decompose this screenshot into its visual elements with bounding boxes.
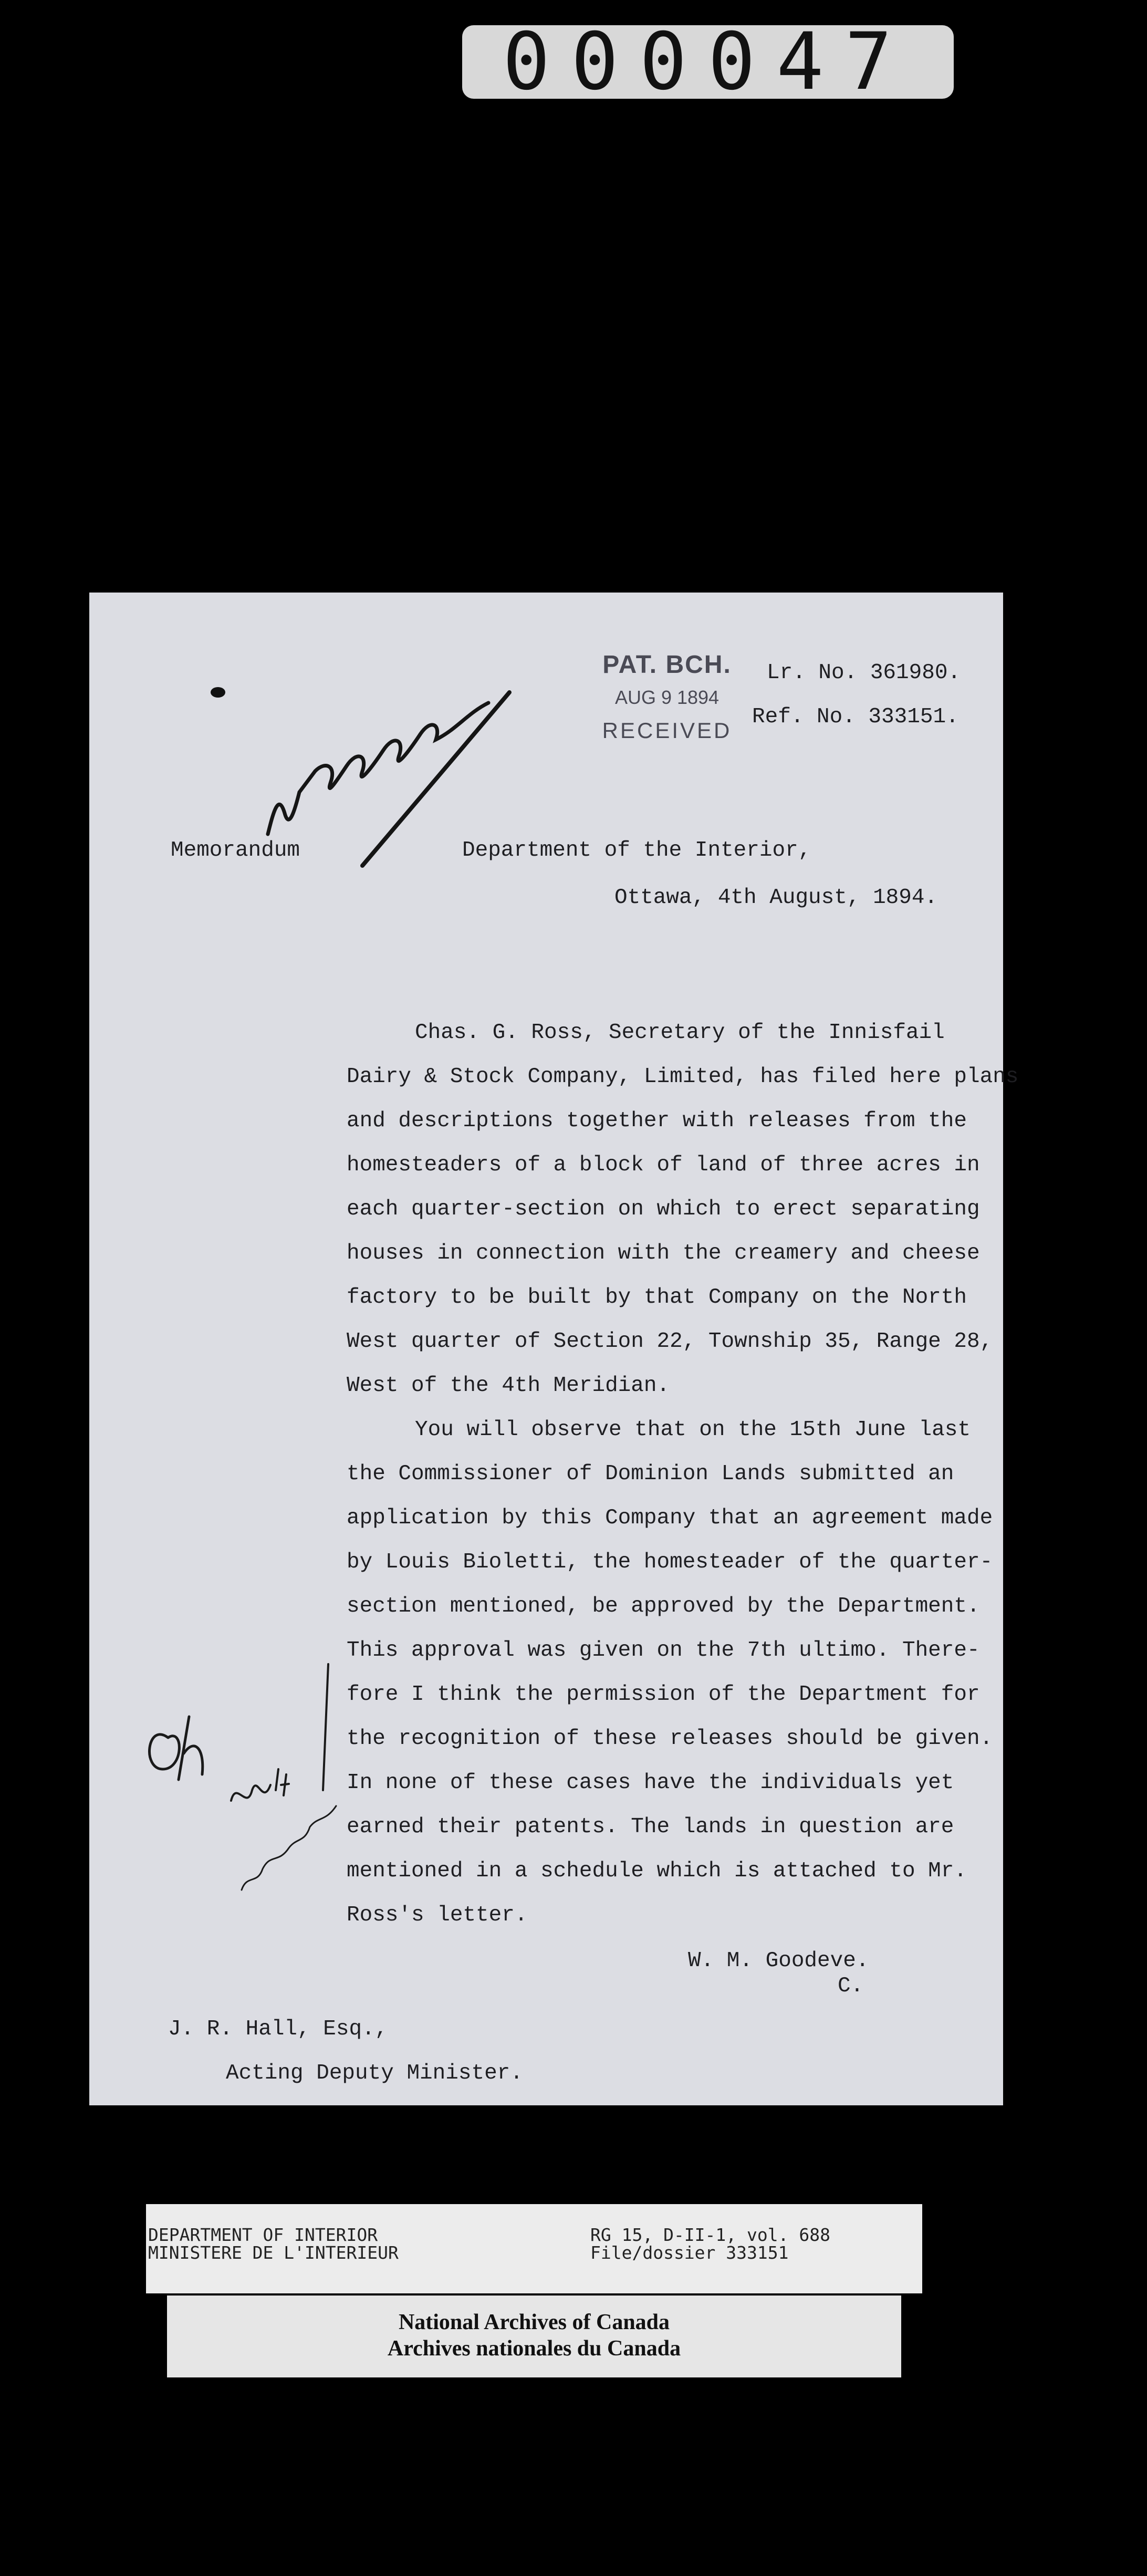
reference-number: Ref. No. 333151. [752, 705, 959, 729]
body-line: This approval was given on the 7th ultimo. There- [347, 1638, 980, 1663]
body-line: Ross's letter. [347, 1903, 528, 1927]
received-stamp [572, 650, 762, 755]
archives-name-fr: Archives nationales du Canada [387, 2336, 681, 2361]
signature-initial: C. [838, 1974, 864, 1998]
label-department-en: DEPARTMENT OF INTERIOR [148, 2225, 378, 2245]
stamp-date: AUG 9 1894 [614, 687, 720, 708]
label-file-number: File/dossier 333151 [590, 2242, 789, 2263]
body-line: and descriptions together with releases from the [347, 1109, 967, 1133]
label-record-group: RG 15, D-II-1, vol. 688 [590, 2225, 830, 2245]
body-line: factory to be built by that Company on the North [347, 1285, 967, 1310]
handwritten-initials [231, 1769, 289, 1801]
body-line: earned their patents. The lands in question are [347, 1815, 954, 1839]
archives-name-en: National Archives of Canada [398, 2310, 670, 2334]
memorandum-page [89, 593, 1019, 2105]
body-line: houses in connection with the creamery and cheese [347, 1241, 980, 1265]
handwritten-ok [150, 1717, 203, 1780]
ink-blot [211, 687, 225, 698]
body-line: mentioned in a schedule which is attached to Mr. [347, 1859, 967, 1883]
frame-number: 000047 [462, 25, 954, 99]
body-line: section mentioned, be approved by the Department. [347, 1594, 980, 1618]
body-line: the recognition of these releases should be given. [347, 1727, 993, 1751]
archive-reference-label [146, 2204, 922, 2293]
body-line: each quarter-section on which to erect separating [347, 1197, 980, 1221]
archives-credit [167, 2295, 901, 2377]
addressee-name: J. R. Hall, Esq., [168, 2017, 388, 2041]
body-line: application by this Company that an agreement made [347, 1506, 993, 1530]
label-department-fr: MINISTERE DE L'INTERIEUR [148, 2242, 399, 2263]
body-line: West quarter of Section 22, Township 35, Range 28, [347, 1329, 993, 1354]
body-line: In none of these cases have the individuals yet [347, 1771, 954, 1795]
body-line: You will observe that on the 15th June last [415, 1418, 971, 1442]
body-line: West of the 4th Meridian. [347, 1374, 670, 1398]
body-line: Chas. G. Ross, Secretary of the Innisfail [415, 1021, 945, 1045]
handwritten-note [242, 1806, 336, 1890]
department-name: Department of the Interior, [462, 838, 811, 863]
signature-name: W. M. Goodeve. [688, 1949, 869, 1973]
letter-number: Lr. No. 361980. [767, 661, 961, 685]
place-and-date: Ottawa, 4th August, 1894. [614, 886, 938, 910]
body-line: homesteaders of a block of land of three acres in [347, 1153, 980, 1177]
body-line: the Commissioner of Dominion Lands submitted an [347, 1462, 954, 1486]
stamp-received: RECEIVED [602, 718, 732, 743]
body-line: by Louis Bioletti, the homesteader of the quarter- [347, 1550, 993, 1574]
stamp-branch: PAT. BCH. [602, 651, 732, 679]
memorandum-label: Memorandum [171, 838, 300, 863]
handwritten-name-goodeve [268, 703, 488, 834]
addressee-title: Acting Deputy Minister. [226, 2061, 523, 2085]
body-line: fore I think the permission of the Department for [347, 1682, 980, 1707]
body-line: Dairy & Stock Company, Limited, has filed here plans [347, 1065, 1019, 1089]
handwritten-bracket [323, 1664, 328, 1790]
